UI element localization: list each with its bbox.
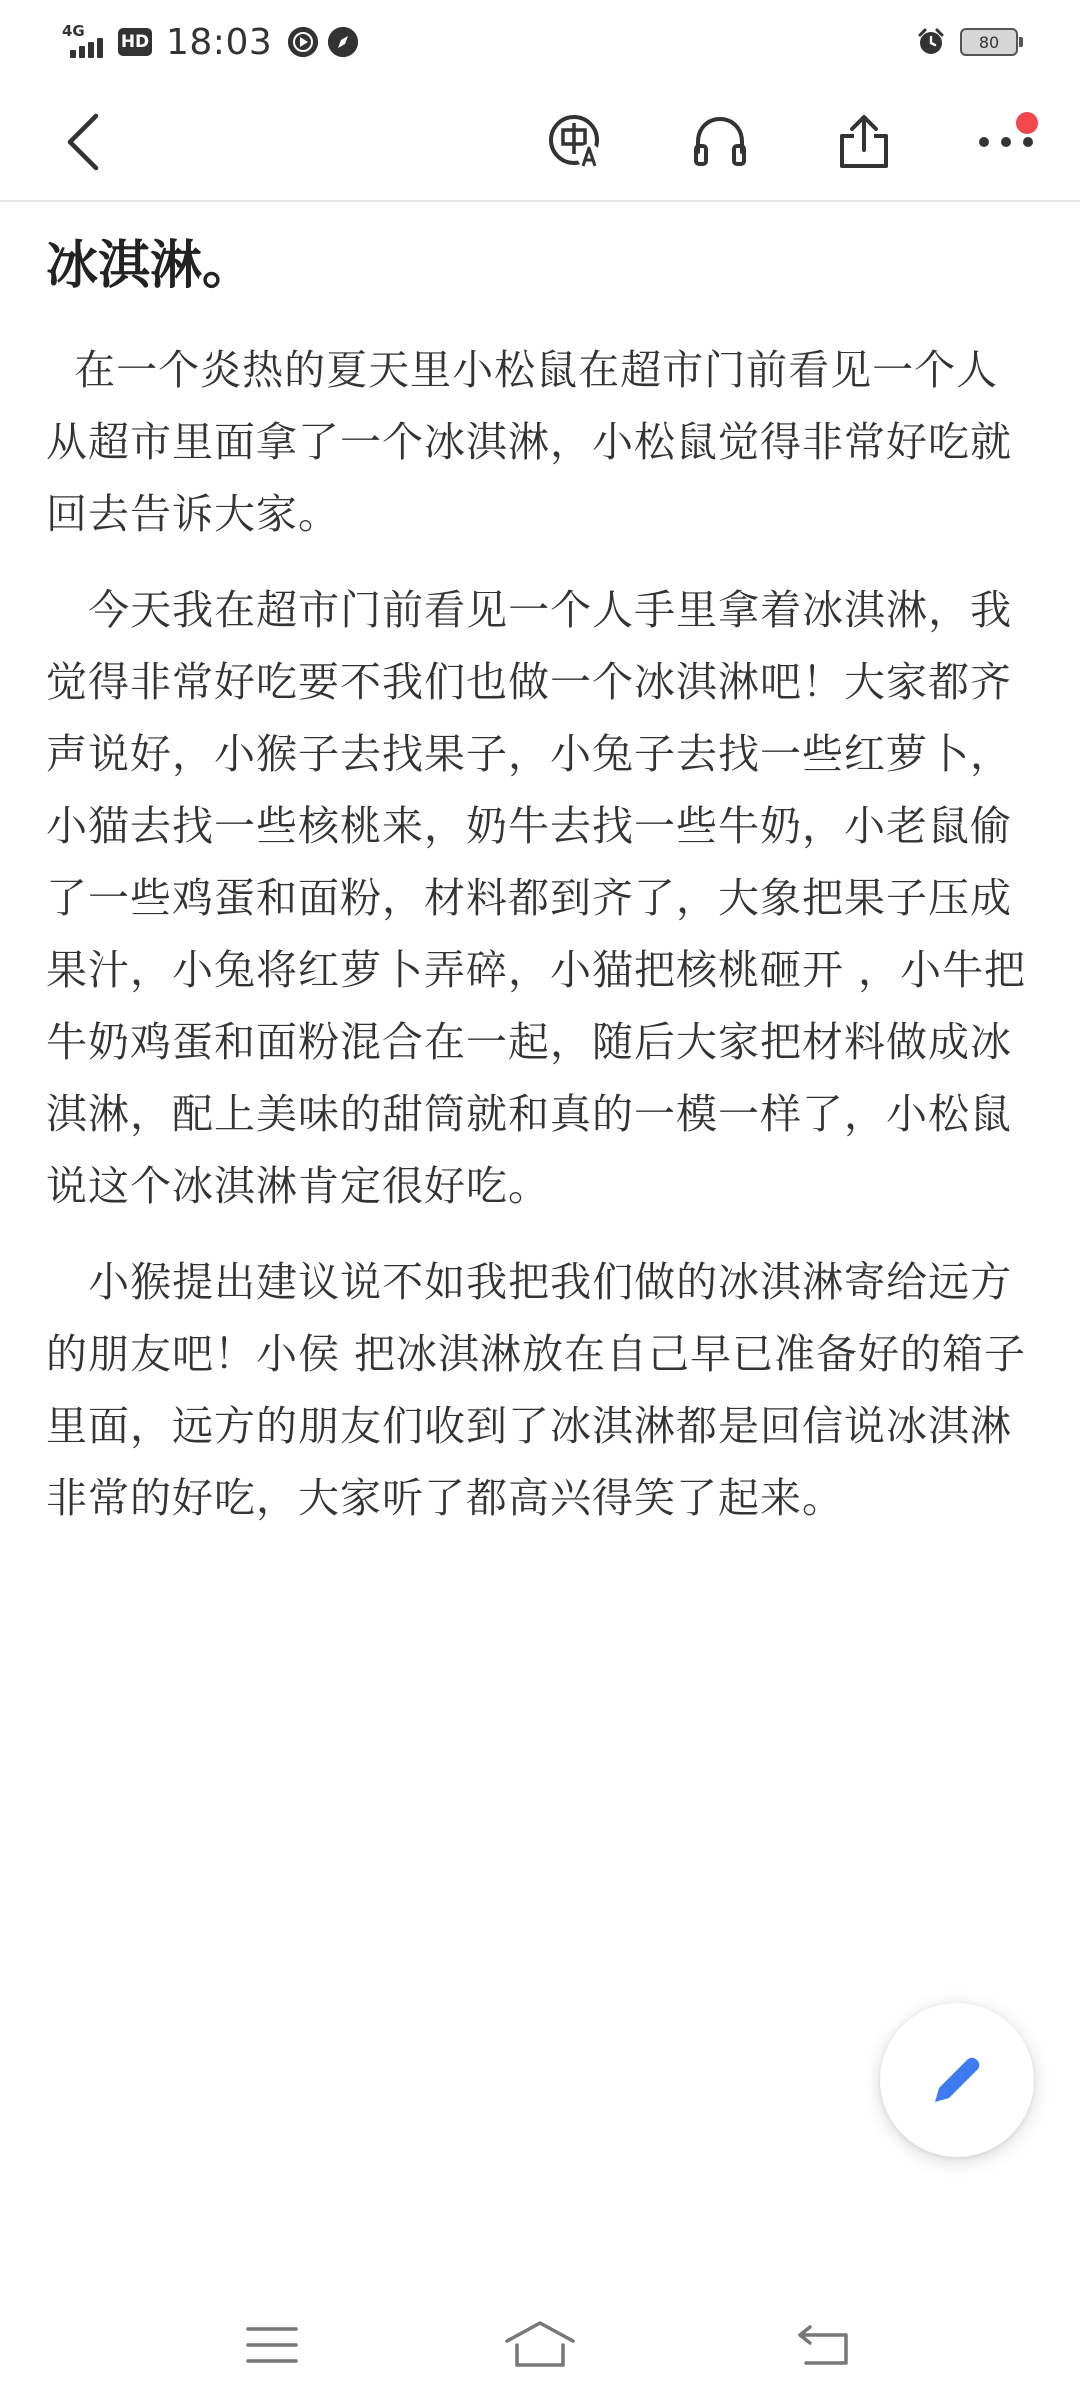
article-body xyxy=(46,334,1041,1534)
back-icon xyxy=(62,110,106,174)
article-paragraph: 今天我在超市门前看见一个人手里拿着冰淇淋，我觉得非常好吃要不我们也做一个冰淇淋吧！大家都齐声说好，小猴子去找果子，小兔子去找一些红萝卜， 小猫去找一些核桃来，奶牛去找一些牛奶，小老鼠偷了一些鸡蛋和面粉，材料都到齐了，大象把果子压成果汁，小兔将红萝卜弄碎，小猫把核桃砸开 ，小牛把牛奶鸡蛋和面粉混合在一起，随后大家把材料做成冰淇淋，配上美味的甜筒就和真的一模一样了，小松鼠说这个冰淇淋肯定很好吃。 xyxy=(46,586,1041,1210)
app-toolbar xyxy=(0,84,1080,202)
headphones-icon xyxy=(690,112,750,172)
status-right xyxy=(916,20,1018,64)
play-notification-icon xyxy=(288,27,318,57)
translate-icon xyxy=(546,112,606,172)
edit-button[interactable] xyxy=(880,2003,1034,2157)
pencil-icon xyxy=(925,2048,989,2112)
share-button[interactable] xyxy=(826,104,902,180)
more-icon xyxy=(976,132,1036,152)
article-paragraph: 在一个炎热的夏天里小松鼠在超市门前看见一个人从超市里面拿了一个冰淇淋，小松鼠觉得非常好吃就回去告诉大家。 xyxy=(46,346,1012,538)
hd-icon: HD xyxy=(118,28,152,56)
notification-dot xyxy=(1016,112,1038,134)
system-back-button[interactable] xyxy=(784,2310,864,2380)
status-left xyxy=(62,18,358,66)
menu-icon xyxy=(244,2323,300,2367)
listen-button[interactable] xyxy=(682,104,758,180)
share-icon xyxy=(834,112,894,172)
network-type: 4G xyxy=(62,22,85,40)
compass-notification-icon xyxy=(328,27,358,57)
article-paragraph: 小猴提出建议说不如我把我们做的冰淇淋寄给远方的朋友吧！小侯 把冰淇淋放在自己早已准备好的箱子里面，远方的朋友们收到了冰淇淋都是回信说冰淇淋非常的好吃，大家听了都高兴得笑了起来。 xyxy=(46,1258,1027,1522)
more-button[interactable] xyxy=(968,104,1044,180)
recent-apps-button[interactable] xyxy=(232,2310,312,2380)
home-button[interactable] xyxy=(500,2310,580,2380)
article xyxy=(46,230,1041,1558)
signal-icon xyxy=(62,22,108,62)
translate-button[interactable] xyxy=(538,104,614,180)
back-nav-icon xyxy=(794,2321,854,2369)
article-title: 冰淇淋。 xyxy=(46,236,255,296)
system-nav-bar xyxy=(0,2290,1080,2400)
alarm-icon xyxy=(916,27,946,57)
status-time: 18:03 xyxy=(166,21,273,63)
back-button[interactable] xyxy=(46,104,122,180)
status-bar xyxy=(0,0,1080,84)
battery-icon: 80 xyxy=(960,28,1018,56)
home-icon xyxy=(503,2319,577,2371)
